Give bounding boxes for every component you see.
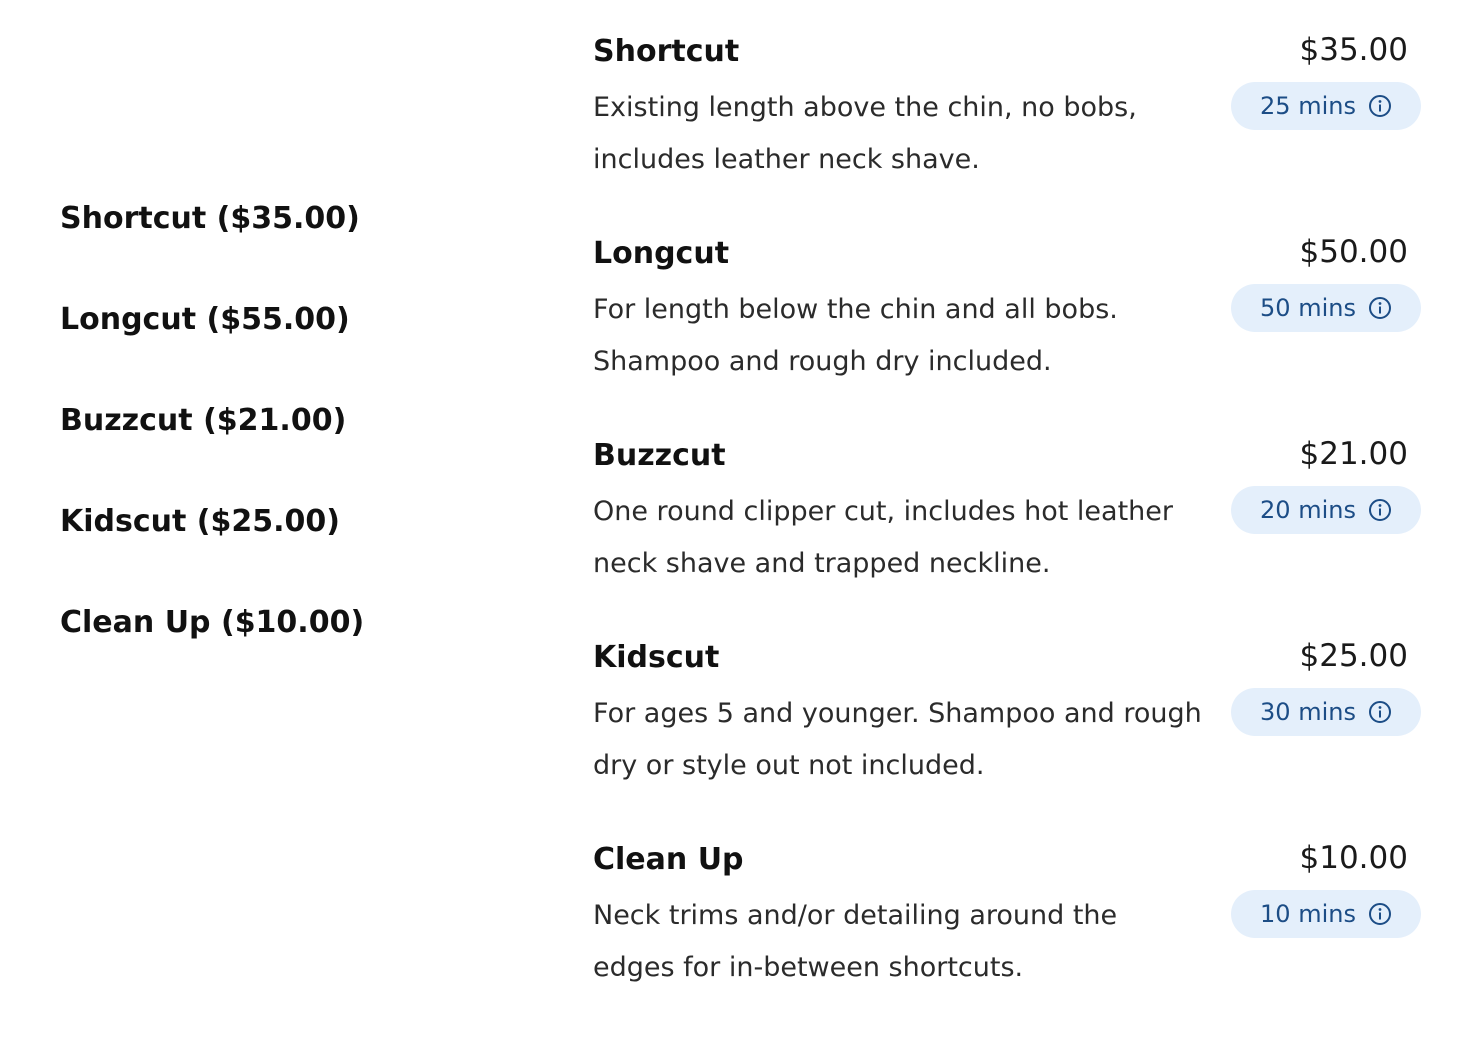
duration-label: 30 mins (1260, 698, 1356, 726)
summary-item-clean-up (60, 601, 364, 702)
service-menu (593, 28, 1423, 1038)
duration-badge[interactable] (1231, 82, 1421, 130)
summary-item-price: $21.00 (216, 403, 333, 438)
service-description: Neck trims and/or detailing around the edges for in-between shortcuts. (593, 900, 1118, 983)
summary-item-longcut (60, 298, 364, 399)
summary-item-price: $25.00 (210, 504, 327, 539)
info-icon[interactable] (1368, 902, 1392, 926)
service-price: $35.00 (1299, 32, 1408, 68)
summary-item-name: Clean Up (60, 605, 211, 640)
service-name: Buzzcut (593, 438, 726, 473)
duration-badge[interactable] (1231, 688, 1421, 736)
service-description: Existing length above the chin, no bobs, includes leather neck shave. (593, 92, 1137, 175)
summary-item-price: $55.00 (220, 302, 336, 337)
service-name: Kidscut (593, 640, 720, 675)
service-item-shortcut (593, 28, 1423, 230)
service-summary-list (60, 197, 364, 702)
service-price: $10.00 (1299, 840, 1408, 876)
summary-item-name: Shortcut (60, 201, 207, 236)
service-item-longcut (593, 230, 1423, 432)
summary-item-name: Kidscut (60, 504, 187, 539)
duration-label: 50 mins (1260, 294, 1356, 322)
service-name: Clean Up (593, 842, 744, 877)
info-icon[interactable] (1368, 700, 1392, 724)
summary-item-name: Longcut (60, 302, 197, 337)
service-description: For ages 5 and younger. Shampoo and rough dry or style out not included. (593, 698, 1202, 781)
service-item-kidscut (593, 634, 1423, 836)
service-description: One round clipper cut, includes hot leather neck shave and trapped neckline. (593, 496, 1173, 579)
service-price: $25.00 (1299, 638, 1408, 674)
service-name: Longcut (593, 236, 730, 271)
service-price: $50.00 (1299, 234, 1408, 270)
duration-badge[interactable] (1231, 284, 1421, 332)
info-icon[interactable] (1368, 94, 1392, 118)
service-price: $21.00 (1299, 436, 1408, 472)
info-icon[interactable] (1368, 498, 1392, 522)
summary-item-price: $10.00 (234, 605, 351, 640)
info-icon[interactable] (1368, 296, 1392, 320)
summary-item-buzzcut (60, 399, 364, 500)
duration-label: 20 mins (1260, 496, 1356, 524)
service-item-clean-up (593, 836, 1423, 1038)
summary-item-kidscut (60, 500, 364, 601)
duration-label: 25 mins (1260, 92, 1356, 120)
service-description: For length below the chin and all bobs. Shampoo and rough dry included. (593, 294, 1118, 377)
duration-badge[interactable] (1231, 890, 1421, 938)
service-name: Shortcut (593, 34, 740, 69)
service-item-buzzcut (593, 432, 1423, 634)
summary-item-shortcut (60, 197, 364, 298)
duration-label: 10 mins (1260, 900, 1356, 928)
summary-item-price: $35.00 (230, 201, 347, 236)
summary-item-name: Buzzcut (60, 403, 193, 438)
duration-badge[interactable] (1231, 486, 1421, 534)
